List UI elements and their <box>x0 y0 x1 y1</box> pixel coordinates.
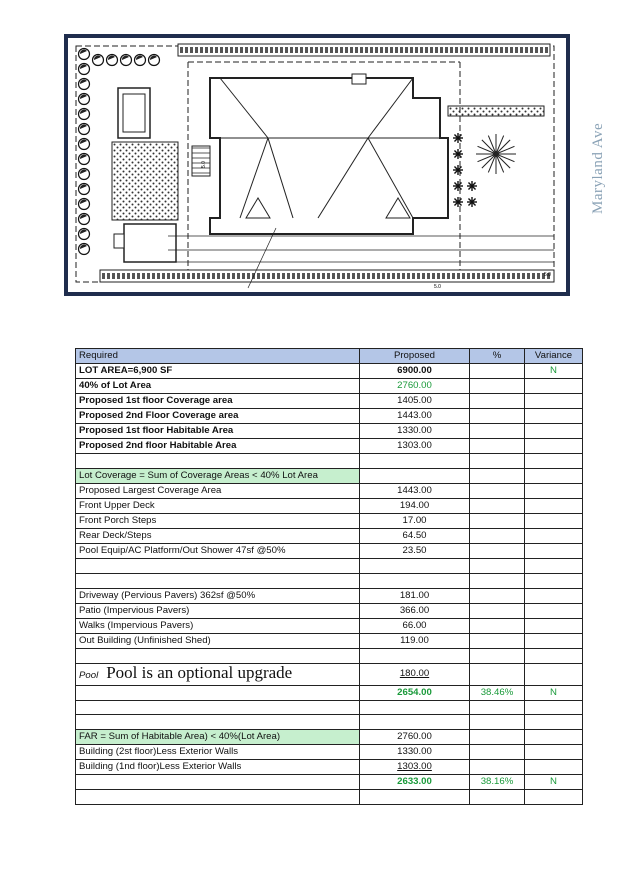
far-variance: N <box>525 775 583 790</box>
row-pct <box>470 528 525 543</box>
table-row <box>76 483 583 498</box>
header-required: Required <box>76 349 360 364</box>
row-value: 64.50 <box>360 528 470 543</box>
table-row-pool <box>76 663 583 685</box>
row-value: 1303.00 <box>360 439 470 454</box>
row-value: 23.50 <box>360 543 470 558</box>
row-pct <box>470 379 525 394</box>
row-label <box>76 700 360 715</box>
row-variance <box>525 633 583 648</box>
row-pct <box>470 424 525 439</box>
row-variance <box>525 558 583 573</box>
table-row <box>76 633 583 648</box>
shrub-icon <box>79 169 90 180</box>
table-row <box>76 648 583 663</box>
front-plants <box>453 133 477 207</box>
row-variance <box>525 454 583 469</box>
shed-step <box>114 234 124 248</box>
row-pct <box>470 745 525 760</box>
row-pct <box>470 454 525 469</box>
lot-coverage-heading: Lot Coverage = Sum of Coverage Areas < 40% Lot Area <box>76 468 360 483</box>
row-value: 66.00 <box>360 618 470 633</box>
row-value: 1330.00 <box>360 424 470 439</box>
row-label <box>76 648 360 663</box>
row-label <box>76 558 360 573</box>
row-variance <box>525 588 583 603</box>
row-variance: N <box>525 364 583 379</box>
row-pct <box>470 498 525 513</box>
row-variance <box>525 543 583 558</box>
row-pct <box>470 409 525 424</box>
row-value <box>360 715 470 730</box>
row-label: Front Porch Steps <box>76 513 360 528</box>
row-variance <box>525 745 583 760</box>
lot-coverage-total: 2654.00 <box>360 685 470 700</box>
shrub-icon <box>79 79 90 90</box>
row-value: 194.00 <box>360 498 470 513</box>
row-variance <box>525 394 583 409</box>
dim-label-1: 5.0 <box>201 161 207 168</box>
tree-icon <box>476 134 516 174</box>
row-pct <box>470 790 525 805</box>
row-label <box>76 573 360 588</box>
table-row <box>76 730 583 745</box>
side-walk <box>448 106 544 116</box>
row-label: Out Building (Unfinished Shed) <box>76 633 360 648</box>
table-row <box>76 454 583 469</box>
far-heading: FAR = Sum of Habitable Area) < 40%(Lot Area) <box>76 730 360 745</box>
row-pct <box>470 700 525 715</box>
far-total: 2633.00 <box>360 775 470 790</box>
row-value: 2760.00 <box>360 730 470 745</box>
table-header-row <box>76 349 583 364</box>
pool-label: Pool <box>79 669 99 681</box>
lot-coverage-variance: N <box>525 685 583 700</box>
zoning-calculation-table <box>75 348 583 805</box>
pool-label-cell <box>76 663 360 685</box>
header-percent: % <box>470 349 525 364</box>
shrub-icon <box>79 109 90 120</box>
row-value: 1405.00 <box>360 394 470 409</box>
row-value: 119.00 <box>360 633 470 648</box>
row-variance <box>525 528 583 543</box>
row-value: 17.00 <box>360 513 470 528</box>
row-variance <box>525 790 583 805</box>
table-row <box>76 513 583 528</box>
table-row <box>76 618 583 633</box>
row-value <box>360 790 470 805</box>
shrub-icon <box>79 154 90 165</box>
far-pct: 38.16% <box>470 775 525 790</box>
row-value <box>360 468 470 483</box>
row-variance <box>525 663 583 685</box>
shrub-icon <box>79 94 90 105</box>
site-plan-drawing <box>68 38 566 292</box>
row-label: Rear Deck/Steps <box>76 528 360 543</box>
shrub-icon <box>79 64 90 75</box>
row-pct <box>470 648 525 663</box>
row-value <box>360 648 470 663</box>
shrub-icon <box>79 214 90 225</box>
header-proposed: Proposed <box>360 349 470 364</box>
shrub-icon <box>79 199 90 210</box>
street-label: Maryland Ave <box>590 122 606 214</box>
shrub-icon <box>79 184 90 195</box>
table-row <box>76 715 583 730</box>
row-variance <box>525 483 583 498</box>
row-variance <box>525 715 583 730</box>
row-pct <box>470 394 525 409</box>
table-row <box>76 603 583 618</box>
row-label: 40% of Lot Area <box>76 379 360 394</box>
row-label: Front Upper Deck <box>76 498 360 513</box>
shrub-icon <box>149 55 160 66</box>
row-label: Walks (Impervious Pavers) <box>76 618 360 633</box>
row-label: Patio (Impervious Pavers) <box>76 603 360 618</box>
row-value: 1443.00 <box>360 409 470 424</box>
chimney <box>352 74 366 84</box>
table-row <box>76 790 583 805</box>
table-row <box>76 468 583 483</box>
row-label: LOT AREA=6,900 SF <box>76 364 360 379</box>
row-pct <box>470 663 525 685</box>
row-label: Pool Equip/AC Platform/Out Shower 47sf @50% <box>76 543 360 558</box>
table-row <box>76 588 583 603</box>
row-variance <box>525 424 583 439</box>
site-plan-frame <box>64 34 570 296</box>
row-pct <box>470 558 525 573</box>
table-row <box>76 745 583 760</box>
table-row <box>76 394 583 409</box>
row-variance <box>525 379 583 394</box>
row-label <box>76 715 360 730</box>
table-row <box>76 379 583 394</box>
row-variance <box>525 618 583 633</box>
shrub-icon <box>79 139 90 150</box>
shrub-icon <box>79 49 90 60</box>
far-total-row <box>76 775 583 790</box>
row-variance <box>525 498 583 513</box>
row-value <box>360 558 470 573</box>
row-label: Proposed 1st floor Coverage area <box>76 394 360 409</box>
row-pct <box>470 573 525 588</box>
dim-label-2: 5.0 <box>544 272 551 278</box>
row-variance <box>525 409 583 424</box>
house-outline <box>210 78 448 234</box>
row-label <box>76 775 360 790</box>
shrub-icon <box>79 244 90 255</box>
table-row <box>76 700 583 715</box>
row-pct <box>470 364 525 379</box>
row-pct <box>470 618 525 633</box>
row-label <box>76 790 360 805</box>
row-value <box>360 454 470 469</box>
table-row <box>76 439 583 454</box>
row-value: 6900.00 <box>360 364 470 379</box>
row-label: Proposed 1st floor Habitable Area <box>76 424 360 439</box>
row-value <box>360 700 470 715</box>
lot-coverage-pct: 38.46% <box>470 685 525 700</box>
row-label: Building (2st floor)Less Exterior Walls <box>76 745 360 760</box>
row-value: 181.00 <box>360 588 470 603</box>
row-value: 366.00 <box>360 603 470 618</box>
row-value: 1443.00 <box>360 483 470 498</box>
row-variance <box>525 700 583 715</box>
row-variance <box>525 760 583 775</box>
shrub-icon <box>107 55 118 66</box>
table-row <box>76 573 583 588</box>
table-row <box>76 760 583 775</box>
row-value <box>360 573 470 588</box>
shrub-icon <box>79 229 90 240</box>
lot-coverage-total-row <box>76 685 583 700</box>
row-value: 1330.00 <box>360 745 470 760</box>
row-variance <box>525 513 583 528</box>
row-label: Proposed 2nd floor Habitable Area <box>76 439 360 454</box>
table-row <box>76 558 583 573</box>
shrub-icon <box>79 124 90 135</box>
row-variance <box>525 648 583 663</box>
row-pct <box>470 543 525 558</box>
row-value: 2760.00 <box>360 379 470 394</box>
shrub-icon <box>135 55 146 66</box>
row-pct <box>470 633 525 648</box>
rear-steps <box>192 146 210 176</box>
pool-note: Pool is an optional upgrade <box>106 662 293 682</box>
row-pct <box>470 588 525 603</box>
table-row <box>76 424 583 439</box>
shrub-icon <box>121 55 132 66</box>
row-label: Driveway (Pervious Pavers) 362sf @50% <box>76 588 360 603</box>
row-pct <box>470 439 525 454</box>
row-pct <box>470 483 525 498</box>
table-row <box>76 409 583 424</box>
header-variance: Variance <box>525 349 583 364</box>
shrub-icon <box>93 55 104 66</box>
table-row <box>76 543 583 558</box>
row-value: 1303.00 <box>360 760 470 775</box>
patio <box>112 142 178 220</box>
row-variance <box>525 603 583 618</box>
table-row <box>76 498 583 513</box>
row-variance <box>525 730 583 745</box>
row-pct <box>470 513 525 528</box>
row-label: Proposed Largest Coverage Area <box>76 483 360 498</box>
shed <box>124 224 176 262</box>
table-row <box>76 528 583 543</box>
row-label <box>76 685 360 700</box>
row-pct <box>470 715 525 730</box>
row-label: Proposed 2nd Floor Coverage area <box>76 409 360 424</box>
row-pct <box>470 760 525 775</box>
row-label <box>76 454 360 469</box>
row-label: Building (1nd floor)Less Exterior Walls <box>76 760 360 775</box>
row-pct <box>470 730 525 745</box>
table-row <box>76 364 583 379</box>
row-variance <box>525 468 583 483</box>
pool-inner <box>123 94 145 132</box>
row-pct <box>470 603 525 618</box>
dim-label-3: 5.0 <box>434 284 441 290</box>
row-variance <box>525 573 583 588</box>
row-value: 180.00 <box>360 663 470 685</box>
row-pct <box>470 468 525 483</box>
row-variance <box>525 439 583 454</box>
hedge-top <box>178 44 550 56</box>
